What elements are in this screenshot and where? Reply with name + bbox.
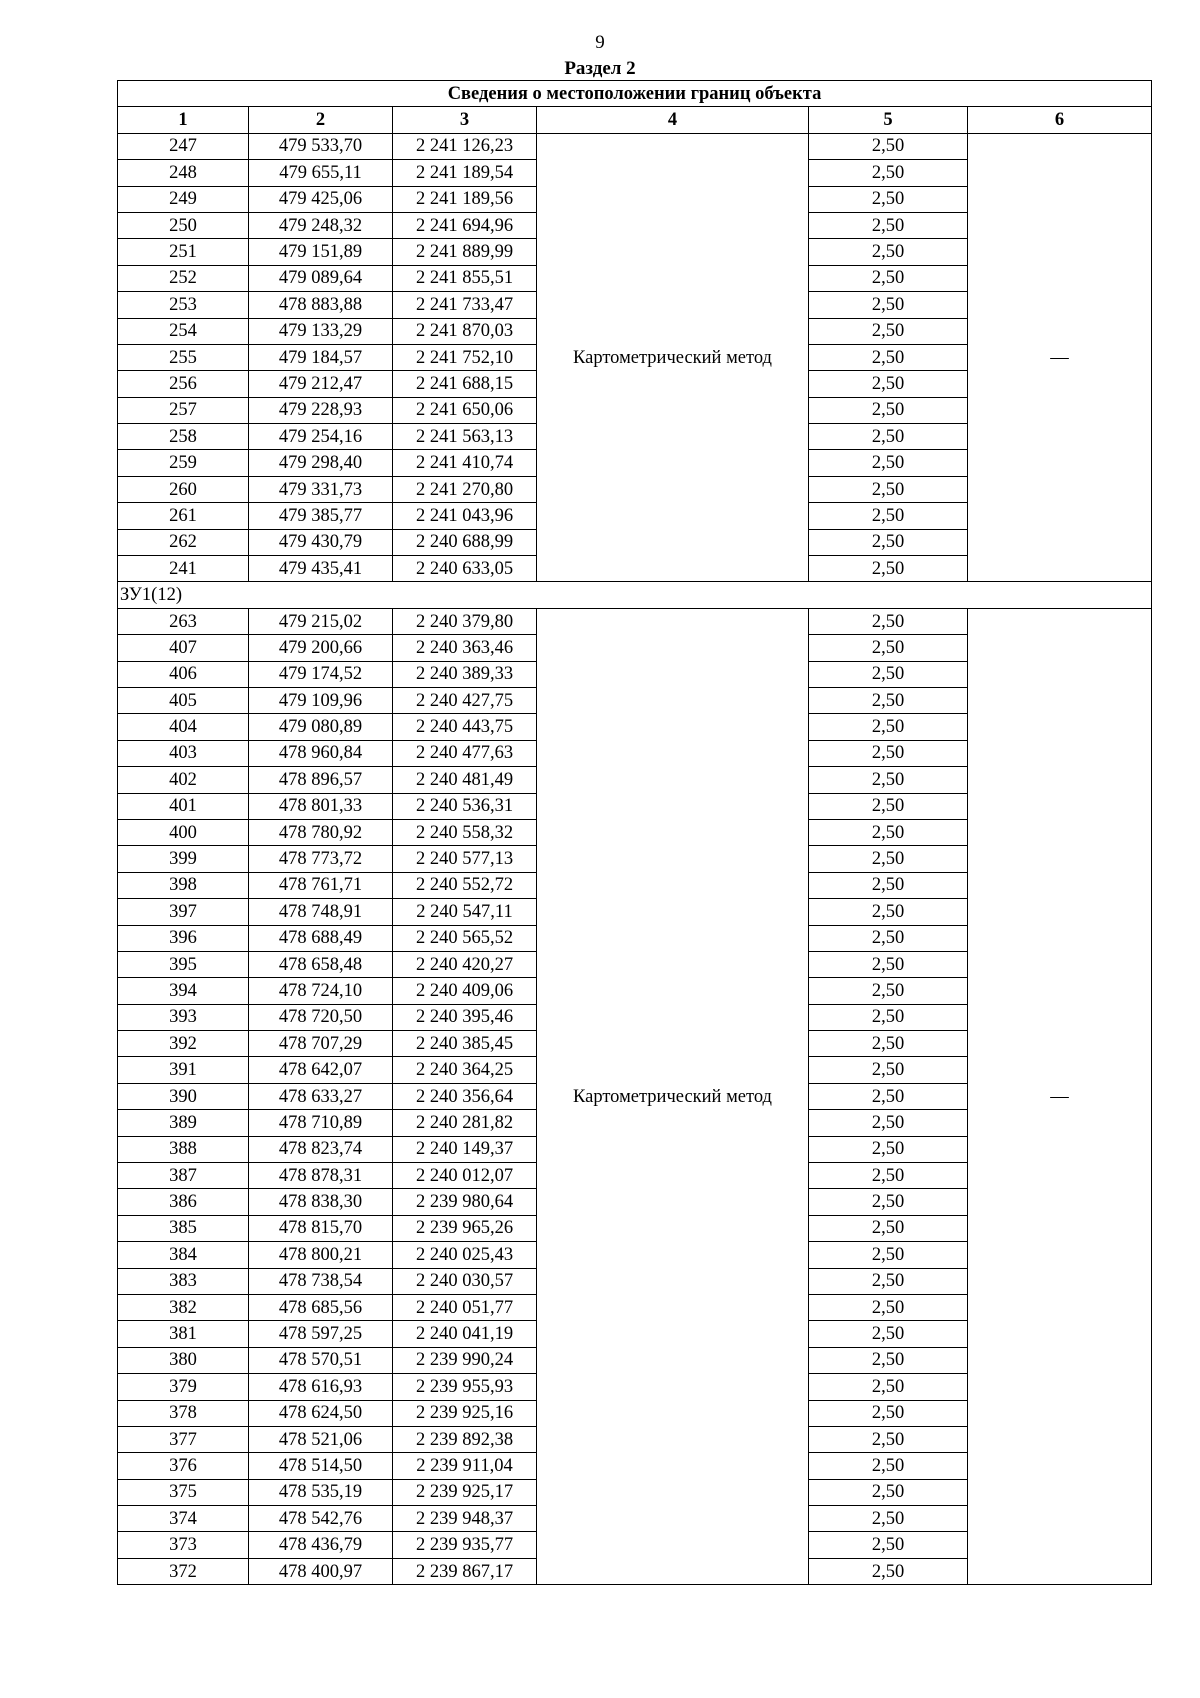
accuracy-value: 2,50 <box>809 424 968 450</box>
coordinate-y: 2 241 410,74 <box>393 450 537 476</box>
coordinate-x: 479 248,32 <box>249 212 393 238</box>
coordinate-y: 2 240 389,33 <box>393 661 537 687</box>
point-number: 398 <box>118 872 249 898</box>
point-number: 392 <box>118 1031 249 1057</box>
column-header-6: 6 <box>968 107 1152 133</box>
section-title: Раздел 2 <box>564 58 636 79</box>
coordinate-y: 2 239 955,93 <box>393 1374 537 1400</box>
coordinate-x: 478 773,72 <box>249 846 393 872</box>
coordinate-x: 478 710,89 <box>249 1110 393 1136</box>
point-number: 372 <box>118 1558 249 1584</box>
coordinate-y: 2 240 443,75 <box>393 714 537 740</box>
point-number: 255 <box>118 344 249 370</box>
point-number: 395 <box>118 951 249 977</box>
accuracy-value: 2,50 <box>809 819 968 845</box>
coordinate-x: 479 133,29 <box>249 318 393 344</box>
coordinate-y: 2 240 395,46 <box>393 1004 537 1030</box>
point-number: 378 <box>118 1400 249 1426</box>
coordinate-x: 478 521,06 <box>249 1426 393 1452</box>
accuracy-value: 2,50 <box>809 1163 968 1189</box>
coordinate-y: 2 241 733,47 <box>393 292 537 318</box>
point-number: 248 <box>118 160 249 186</box>
coordinate-y: 2 239 965,26 <box>393 1215 537 1241</box>
coordinate-y: 2 240 552,72 <box>393 872 537 898</box>
coordinate-y: 2 240 409,06 <box>393 978 537 1004</box>
method-cell: Картометрический метод <box>537 133 809 582</box>
coordinate-y: 2 240 356,64 <box>393 1083 537 1109</box>
boundary-table <box>117 80 1152 1585</box>
coordinate-x: 479 200,66 <box>249 635 393 661</box>
coordinate-x: 478 823,74 <box>249 1136 393 1162</box>
coordinate-y: 2 240 481,49 <box>393 767 537 793</box>
coordinate-y: 2 241 752,10 <box>393 344 537 370</box>
accuracy-value: 2,50 <box>809 186 968 212</box>
column-header-2: 2 <box>249 107 393 133</box>
coordinate-x: 478 838,30 <box>249 1189 393 1215</box>
accuracy-value: 2,50 <box>809 318 968 344</box>
point-number: 406 <box>118 661 249 687</box>
coordinate-y: 2 240 577,13 <box>393 846 537 872</box>
coordinate-y: 2 239 935,77 <box>393 1532 537 1558</box>
point-number: 384 <box>118 1242 249 1268</box>
coordinate-x: 479 089,64 <box>249 265 393 291</box>
point-number: 379 <box>118 1374 249 1400</box>
point-number: 381 <box>118 1321 249 1347</box>
coordinate-y: 2 240 379,80 <box>393 608 537 634</box>
coordinate-x: 478 400,97 <box>249 1558 393 1584</box>
coordinate-y: 2 240 633,05 <box>393 556 537 582</box>
coordinate-y: 2 239 867,17 <box>393 1558 537 1584</box>
point-number: 385 <box>118 1215 249 1241</box>
coordinate-x: 479 228,93 <box>249 397 393 423</box>
coordinate-y: 2 241 189,54 <box>393 160 537 186</box>
accuracy-value: 2,50 <box>809 556 968 582</box>
accuracy-value: 2,50 <box>809 1004 968 1030</box>
coordinate-x: 479 430,79 <box>249 529 393 555</box>
accuracy-value: 2,50 <box>809 1110 968 1136</box>
coordinate-y: 2 240 688,99 <box>393 529 537 555</box>
coordinate-y: 2 240 477,63 <box>393 740 537 766</box>
accuracy-value: 2,50 <box>809 1031 968 1057</box>
point-number: 380 <box>118 1347 249 1373</box>
point-number: 252 <box>118 265 249 291</box>
accuracy-value: 2,50 <box>809 740 968 766</box>
accuracy-value: 2,50 <box>809 1268 968 1294</box>
coordinate-y: 2 241 688,15 <box>393 371 537 397</box>
coordinate-x: 479 215,02 <box>249 608 393 634</box>
coordinate-x: 478 780,92 <box>249 819 393 845</box>
accuracy-value: 2,50 <box>809 635 968 661</box>
point-number: 251 <box>118 239 249 265</box>
coordinate-x: 478 724,10 <box>249 978 393 1004</box>
point-number: 259 <box>118 450 249 476</box>
coordinate-x: 478 707,29 <box>249 1031 393 1057</box>
column-header-4: 4 <box>537 107 809 133</box>
coordinate-x: 478 960,84 <box>249 740 393 766</box>
coordinate-x: 479 533,70 <box>249 133 393 159</box>
coordinate-y: 2 240 558,32 <box>393 819 537 845</box>
accuracy-value: 2,50 <box>809 608 968 634</box>
coordinate-y: 2 240 025,43 <box>393 1242 537 1268</box>
accuracy-value: 2,50 <box>809 1215 968 1241</box>
coordinate-x: 479 174,52 <box>249 661 393 687</box>
accuracy-value: 2,50 <box>809 1294 968 1320</box>
accuracy-value: 2,50 <box>809 978 968 1004</box>
point-number: 389 <box>118 1110 249 1136</box>
point-number: 376 <box>118 1453 249 1479</box>
coordinate-x: 478 801,33 <box>249 793 393 819</box>
point-number: 387 <box>118 1163 249 1189</box>
accuracy-value: 2,50 <box>809 397 968 423</box>
coordinate-x: 478 800,21 <box>249 1242 393 1268</box>
coordinate-x: 478 624,50 <box>249 1400 393 1426</box>
coordinate-x: 479 425,06 <box>249 186 393 212</box>
coordinate-x: 478 878,31 <box>249 1163 393 1189</box>
coordinate-x: 479 331,73 <box>249 476 393 502</box>
point-number: 407 <box>118 635 249 661</box>
coordinate-x: 478 570,51 <box>249 1347 393 1373</box>
coordinate-x: 478 685,56 <box>249 1294 393 1320</box>
note-cell: — <box>968 608 1152 1584</box>
point-number: 399 <box>118 846 249 872</box>
coordinate-y: 2 240 364,25 <box>393 1057 537 1083</box>
coordinate-x: 479 435,41 <box>249 556 393 582</box>
coordinate-x: 479 385,77 <box>249 503 393 529</box>
coordinate-y: 2 240 012,07 <box>393 1163 537 1189</box>
coordinate-y: 2 239 948,37 <box>393 1506 537 1532</box>
coordinate-x: 478 761,71 <box>249 872 393 898</box>
coordinate-x: 479 254,16 <box>249 424 393 450</box>
accuracy-value: 2,50 <box>809 292 968 318</box>
point-number: 254 <box>118 318 249 344</box>
point-number: 375 <box>118 1479 249 1505</box>
accuracy-value: 2,50 <box>809 450 968 476</box>
accuracy-value: 2,50 <box>809 767 968 793</box>
point-number: 386 <box>118 1189 249 1215</box>
point-number: 394 <box>118 978 249 1004</box>
point-number: 390 <box>118 1083 249 1109</box>
coordinate-x: 479 184,57 <box>249 344 393 370</box>
point-number: 241 <box>118 556 249 582</box>
point-number: 388 <box>118 1136 249 1162</box>
accuracy-value: 2,50 <box>809 1136 968 1162</box>
coordinate-x: 478 815,70 <box>249 1215 393 1241</box>
accuracy-value: 2,50 <box>809 1083 968 1109</box>
coordinate-x: 479 212,47 <box>249 371 393 397</box>
point-number: 382 <box>118 1294 249 1320</box>
accuracy-value: 2,50 <box>809 344 968 370</box>
page-number: 9 <box>595 32 605 53</box>
accuracy-value: 2,50 <box>809 476 968 502</box>
point-number: 402 <box>118 767 249 793</box>
accuracy-value: 2,50 <box>809 793 968 819</box>
accuracy-value: 2,50 <box>809 899 968 925</box>
accuracy-value: 2,50 <box>809 371 968 397</box>
coordinate-y: 2 239 990,24 <box>393 1347 537 1373</box>
coordinate-y: 2 240 547,11 <box>393 899 537 925</box>
column-header-row <box>118 107 1152 133</box>
method-cell: Картометрический метод <box>537 608 809 1584</box>
coordinate-x: 479 298,40 <box>249 450 393 476</box>
point-number: 261 <box>118 503 249 529</box>
point-number: 391 <box>118 1057 249 1083</box>
accuracy-value: 2,50 <box>809 1321 968 1347</box>
coordinate-x: 478 883,88 <box>249 292 393 318</box>
accuracy-value: 2,50 <box>809 1057 968 1083</box>
accuracy-value: 2,50 <box>809 503 968 529</box>
coordinate-y: 2 240 536,31 <box>393 793 537 819</box>
coordinate-x: 478 748,91 <box>249 899 393 925</box>
group-label-row <box>118 582 1152 608</box>
point-number: 258 <box>118 424 249 450</box>
table-caption: Сведения о местоположении границ объекта <box>118 81 1152 107</box>
coordinate-x: 479 655,11 <box>249 160 393 186</box>
accuracy-value: 2,50 <box>809 133 968 159</box>
coordinate-y: 2 240 030,57 <box>393 1268 537 1294</box>
coordinate-y: 2 240 565,52 <box>393 925 537 951</box>
coordinate-y: 2 240 427,75 <box>393 687 537 713</box>
point-number: 400 <box>118 819 249 845</box>
coordinate-y: 2 239 925,17 <box>393 1479 537 1505</box>
coordinate-x: 478 720,50 <box>249 1004 393 1030</box>
coordinate-x: 478 688,49 <box>249 925 393 951</box>
point-number: 396 <box>118 925 249 951</box>
coordinate-x: 478 436,79 <box>249 1532 393 1558</box>
accuracy-value: 2,50 <box>809 872 968 898</box>
coordinate-x: 479 109,96 <box>249 687 393 713</box>
table-body <box>118 133 1152 1584</box>
coordinate-y: 2 240 420,27 <box>393 951 537 977</box>
accuracy-value: 2,50 <box>809 1189 968 1215</box>
coordinate-y: 2 239 911,04 <box>393 1453 537 1479</box>
point-number: 377 <box>118 1426 249 1452</box>
accuracy-value: 2,50 <box>809 1506 968 1532</box>
point-number: 383 <box>118 1268 249 1294</box>
coordinate-y: 2 241 043,96 <box>393 503 537 529</box>
accuracy-value: 2,50 <box>809 951 968 977</box>
accuracy-value: 2,50 <box>809 1453 968 1479</box>
table-row <box>118 133 1152 159</box>
coordinate-y: 2 239 925,16 <box>393 1400 537 1426</box>
coordinate-x: 478 514,50 <box>249 1453 393 1479</box>
accuracy-value: 2,50 <box>809 529 968 555</box>
coordinate-x: 479 080,89 <box>249 714 393 740</box>
note-cell: — <box>968 133 1152 582</box>
accuracy-value: 2,50 <box>809 1426 968 1452</box>
accuracy-value: 2,50 <box>809 714 968 740</box>
coordinate-x: 478 642,07 <box>249 1057 393 1083</box>
accuracy-value: 2,50 <box>809 160 968 186</box>
accuracy-value: 2,50 <box>809 212 968 238</box>
coordinate-y: 2 241 563,13 <box>393 424 537 450</box>
column-header-3: 3 <box>393 107 537 133</box>
coordinate-y: 2 241 870,03 <box>393 318 537 344</box>
coordinate-x: 478 616,93 <box>249 1374 393 1400</box>
table-row <box>118 608 1152 634</box>
point-number: 404 <box>118 714 249 740</box>
coordinate-y: 2 240 281,82 <box>393 1110 537 1136</box>
coordinate-x: 478 738,54 <box>249 1268 393 1294</box>
accuracy-value: 2,50 <box>809 687 968 713</box>
coordinate-x: 478 542,76 <box>249 1506 393 1532</box>
coordinate-y: 2 240 041,19 <box>393 1321 537 1347</box>
coordinate-y: 2 240 363,46 <box>393 635 537 661</box>
point-number: 253 <box>118 292 249 318</box>
point-number: 393 <box>118 1004 249 1030</box>
coordinate-x: 478 633,27 <box>249 1083 393 1109</box>
coordinate-y: 2 241 694,96 <box>393 212 537 238</box>
column-header-5: 5 <box>809 107 968 133</box>
accuracy-value: 2,50 <box>809 1479 968 1505</box>
group-label: ЗУ1(12) <box>118 582 1152 608</box>
column-header-1: 1 <box>118 107 249 133</box>
accuracy-value: 2,50 <box>809 239 968 265</box>
accuracy-value: 2,50 <box>809 1400 968 1426</box>
point-number: 401 <box>118 793 249 819</box>
point-number: 250 <box>118 212 249 238</box>
coordinate-y: 2 240 385,45 <box>393 1031 537 1057</box>
coordinate-y: 2 241 889,99 <box>393 239 537 265</box>
point-number: 249 <box>118 186 249 212</box>
point-number: 373 <box>118 1532 249 1558</box>
point-number: 262 <box>118 529 249 555</box>
accuracy-value: 2,50 <box>809 265 968 291</box>
coordinate-y: 2 241 189,56 <box>393 186 537 212</box>
point-number: 257 <box>118 397 249 423</box>
accuracy-value: 2,50 <box>809 1347 968 1373</box>
accuracy-value: 2,50 <box>809 1242 968 1268</box>
point-number: 405 <box>118 687 249 713</box>
coordinate-y: 2 239 892,38 <box>393 1426 537 1452</box>
accuracy-value: 2,50 <box>809 1558 968 1584</box>
accuracy-value: 2,50 <box>809 846 968 872</box>
accuracy-value: 2,50 <box>809 1532 968 1558</box>
coordinate-y: 2 239 980,64 <box>393 1189 537 1215</box>
accuracy-value: 2,50 <box>809 1374 968 1400</box>
coordinate-y: 2 241 855,51 <box>393 265 537 291</box>
coordinate-y: 2 241 650,06 <box>393 397 537 423</box>
accuracy-value: 2,50 <box>809 925 968 951</box>
coordinate-y: 2 240 149,37 <box>393 1136 537 1162</box>
point-number: 247 <box>118 133 249 159</box>
coordinate-y: 2 240 051,77 <box>393 1294 537 1320</box>
point-number: 403 <box>118 740 249 766</box>
coordinate-x: 478 658,48 <box>249 951 393 977</box>
coordinate-y: 2 241 126,23 <box>393 133 537 159</box>
coordinate-x: 478 597,25 <box>249 1321 393 1347</box>
point-number: 374 <box>118 1506 249 1532</box>
point-number: 256 <box>118 371 249 397</box>
coordinate-y: 2 241 270,80 <box>393 476 537 502</box>
point-number: 397 <box>118 899 249 925</box>
accuracy-value: 2,50 <box>809 661 968 687</box>
coordinate-x: 478 535,19 <box>249 1479 393 1505</box>
coordinate-x: 478 896,57 <box>249 767 393 793</box>
coordinate-x: 479 151,89 <box>249 239 393 265</box>
point-number: 263 <box>118 608 249 634</box>
point-number: 260 <box>118 476 249 502</box>
